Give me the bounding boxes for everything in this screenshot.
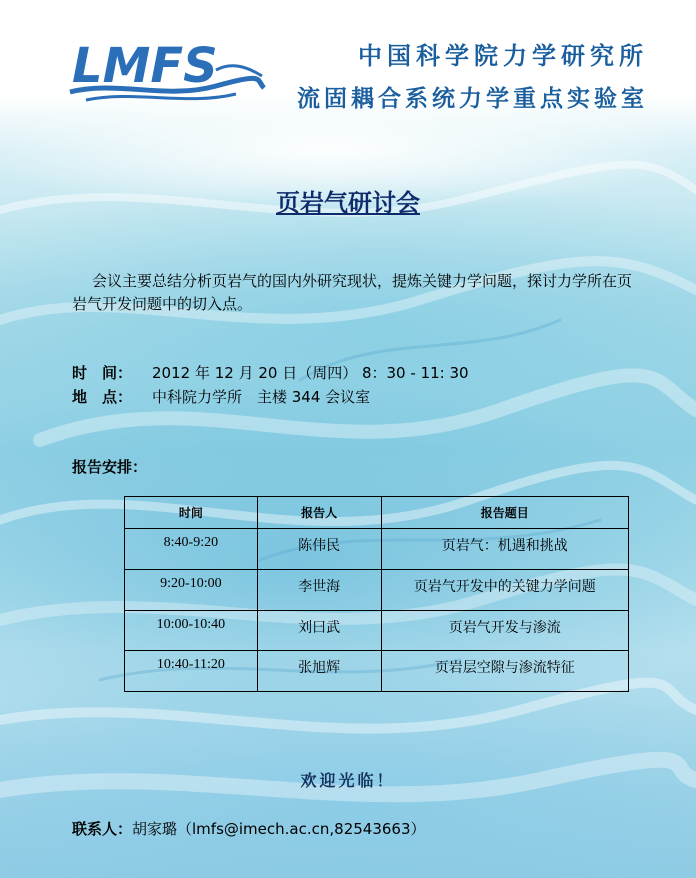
table-header-row xyxy=(125,497,629,529)
place-value: 中科院力学所 主楼 344 会议室 xyxy=(152,388,371,406)
table-row xyxy=(125,569,629,610)
row-topic: 页岩气开发与渗流 xyxy=(381,610,629,651)
row-topic: 页岩气：机遇和挑战 xyxy=(381,529,629,570)
place-label: 地 点： xyxy=(72,388,133,406)
table-row xyxy=(125,610,629,651)
table-row xyxy=(125,651,629,692)
row-topic: 页岩层空隙与渗流特征 xyxy=(381,651,629,692)
time-value: 2012 年 12 月 20 日（周四） 8：30 - 11: 30 xyxy=(152,364,469,382)
meeting-time xyxy=(72,362,469,383)
org-name-lab: 流固耦合系统力学重点实验室 xyxy=(297,85,648,112)
time-label: 时 间： xyxy=(72,364,133,382)
intro-paragraph: 会议主要总结分析页岩气的国内外研究现状，提炼关键力学问题，探讨力学所在页岩气开发问题中的切入点。 xyxy=(72,272,633,313)
table-row xyxy=(125,529,629,570)
page-title: 页岩气研讨会 xyxy=(276,189,420,217)
column-header-time: 时间 xyxy=(125,497,258,529)
column-header-topic: 报告题目 xyxy=(381,497,629,529)
meeting-place xyxy=(72,386,370,407)
row-time: 10:00-10:40 xyxy=(125,610,258,651)
welcome-text: 欢迎光临！ xyxy=(300,771,396,790)
row-topic: 页岩气开发中的关键力学问题 xyxy=(381,569,629,610)
row-time: 8:40-9:20 xyxy=(125,529,258,570)
column-header-speaker: 报告人 xyxy=(257,497,381,529)
row-speaker: 陈伟民 xyxy=(257,529,381,570)
row-speaker: 张旭辉 xyxy=(257,651,381,692)
row-time: 9:20-10:00 xyxy=(125,569,258,610)
row-time: 10:40-11:20 xyxy=(125,651,258,692)
contact-value: 胡家璐（lmfs@imech.ac.cn,82543663） xyxy=(132,820,426,838)
row-speaker: 李世海 xyxy=(257,569,381,610)
schedule-table xyxy=(124,496,629,692)
row-speaker: 刘曰武 xyxy=(257,610,381,651)
org-name-institute: 中国科学院力学研究所 xyxy=(358,41,648,70)
lmfs-logo xyxy=(66,30,266,110)
schedule-heading: 报告安排： xyxy=(72,458,148,476)
contact-line xyxy=(72,818,426,839)
svg-text:LMFS: LMFS xyxy=(72,38,218,94)
contact-label: 联系人： xyxy=(72,820,133,838)
